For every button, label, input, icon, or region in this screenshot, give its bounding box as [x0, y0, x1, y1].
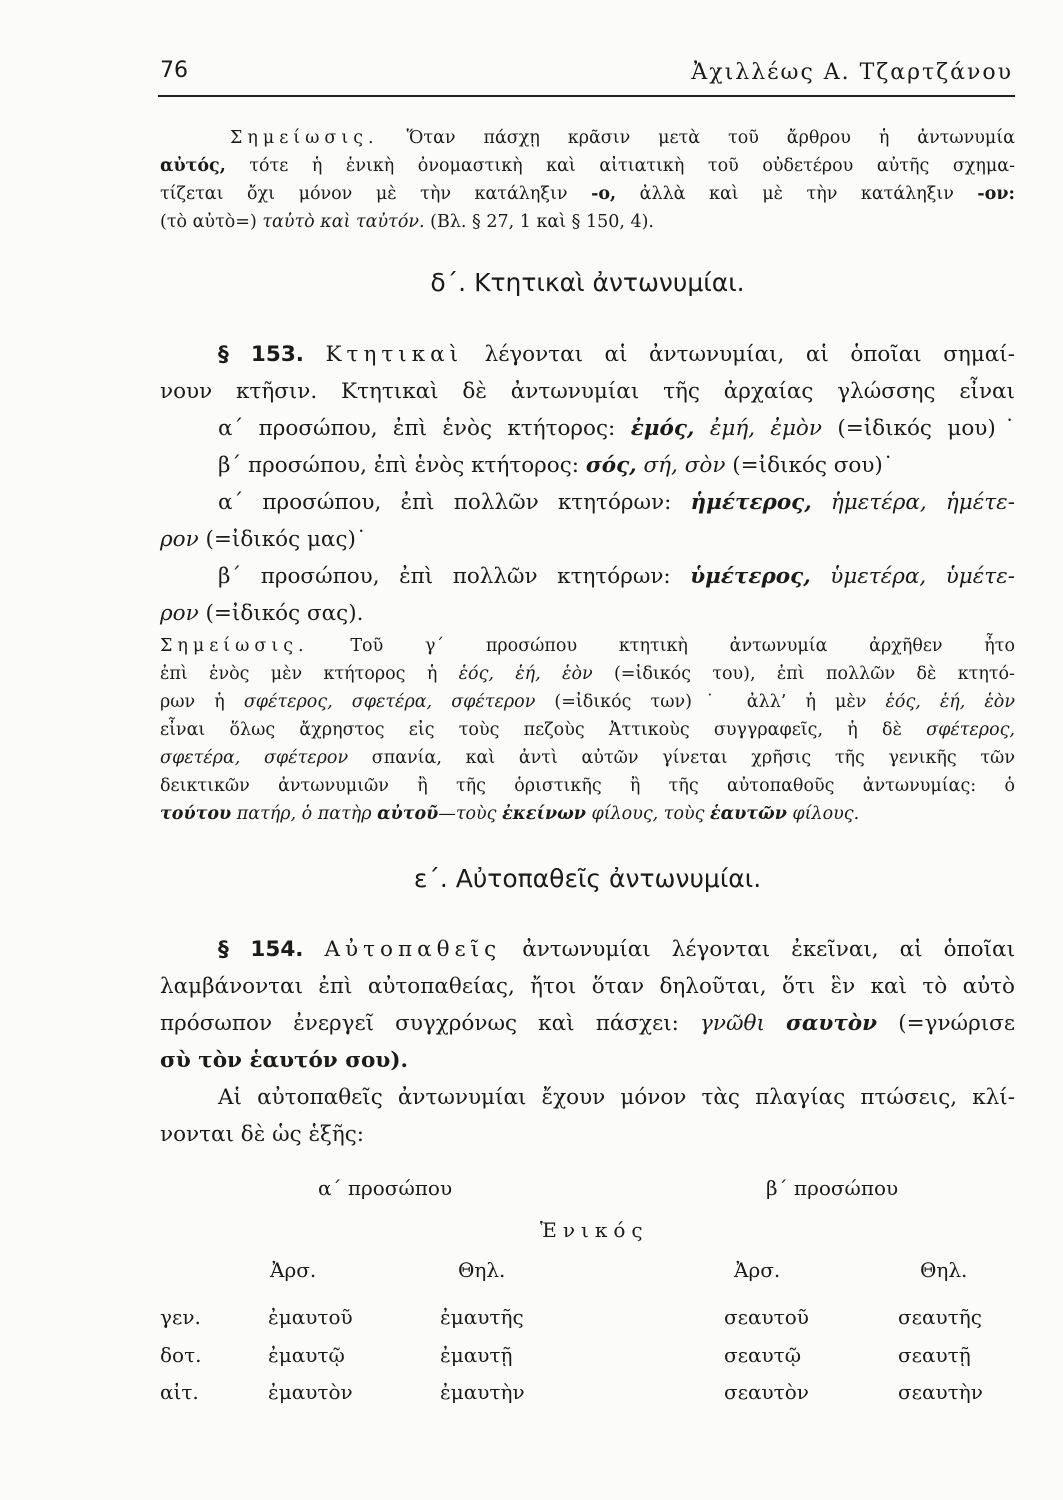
section-heading-possessive: δ΄. Κτητικαὶ ἀντωνυμίαι. [430, 268, 745, 297]
gender-masc-1: Ἀρσ. [270, 1258, 317, 1282]
form-cell: σεαυτὸν [724, 1380, 809, 1404]
gender-masc-2: Ἀρσ. [734, 1258, 781, 1282]
section-number: § 153. [218, 342, 304, 367]
number-label: Ἑνικός [540, 1218, 649, 1242]
page-number: 76 [160, 58, 188, 83]
section-heading-reflexive: ε΄. Αὐτοπαθεῖς ἀντωνυμίαι. [413, 864, 762, 893]
form-cell: ἐμαυτῷ [268, 1343, 345, 1367]
form-cell: σεαυτῆς [898, 1305, 982, 1329]
note-label: Σημείωσις. [160, 636, 309, 656]
form-cell: ἐμαυτῇ [440, 1343, 513, 1367]
gender-fem-2: Θηλ. [920, 1258, 968, 1282]
person-1-label: α΄ προσώπου [318, 1176, 453, 1200]
note-153: Σημείωσις. Τοῦ γ΄ προσώπου κτητικὴ ἀντωνυμία ἀρχῆθεν ἦτο ἐπὶ ἑνὸς μὲν κτήτορος ἡ ἑός, ἑή, ἑὸν (=ἰδικός του), ἐπὶ πολλῶν δὲ κτητό- ρων ἡ σφέτερος, σφετέρα, σφέτερον (=ἰδικός των)˙ ἀλλ’ ἡ μὲν ἑός, ἑή, ἑὸν εἶναι ὅλως ἄχρηστος εἰς τοὺς πεζοὺς Ἀττικοὺς συγγραφεῖς, ἡ δὲ σφέτερος, σφετέρα, σφέτερον σπανία, καὶ ἀντὶ αὐτῶν γίνεται χρῆσις τῆς γενικῆς τῶν δεικτικῶν ἀντωνυμιῶν ἢ τῆς ὁριστικῆς ἢ τῆς αὐτοπαθοῦς ἀντωνυμίας: ὁ τούτου πατήρ, ὁ πατὴρ αὐτοῦ—τοὺς ἐκείνων φίλους, τοὺς ἑαυτῶν φίλους. [160, 636, 1015, 824]
form-cell: σεαυτοῦ [724, 1305, 809, 1329]
paragraph-154: § 154. Αὐτοπαθεῖς ἀντωνυμίαι λέγονται ἐκεῖναι, αἱ ὁποῖαι λαμβάνονται ἐπὶ αὐτοπαθείας, ἤτοι ὅταν δηλοῦται, ὅτι ἓν καὶ τὸ αὐτὸ πρόσωπον ἐνεργεῖ συγχρόνως καὶ πάσχει: γνῶθι σαυτὸν (=γνώρισε σὺ τὸν ἑαυτόν σου). Αἱ αὐτοπαθεῖς ἀντωνυμίαι ἔχουν μόνον τὰς πλαγίας πτώσεις, κλί- νονται δὲ ὡς ἑξῆς: [160, 937, 1015, 1147]
form-cell: σεαυτῷ [724, 1343, 802, 1367]
running-title: Ἀχιλλέως Α. Τζαρτζάνου [691, 60, 1013, 85]
form-cell: ἐμαυτοῦ [268, 1305, 353, 1329]
form-cell: σεαυτῇ [898, 1343, 971, 1367]
form-cell: σεαυτὴν [898, 1380, 983, 1404]
header-rule [158, 95, 1015, 97]
case-label: δοτ. [160, 1343, 202, 1367]
case-label: γεν. [160, 1305, 201, 1329]
gender-fem-1: Θηλ. [458, 1258, 506, 1282]
paragraph-153: § 153. Κτητικαὶ λέγονται αἱ ἀντωνυμίαι, αἱ ὁποῖαι σημαί- νουν κτῆσιν. Κτητικαὶ δὲ ἀντωνυμίαι τῆς ἀρχαίας γλώσσης εἶναι α΄ προσώπου, ἐπὶ ἑνὸς κτήτορος: ἐμός, ἐμή, ἐμὸν (=ἰδικός μου)˙ β΄ προσώπου, ἐπὶ ἑνὸς κτήτορος: σός, σή, σὸν (=ἰδικός σου)˙ α΄ προσώπου, ἐπὶ πολλῶν κτητόρων: ἡμέτερος, ἡμετέρα, ἡμέτε- ρον (=ἰδικός μας)˙ β΄ προσώπου, ἐπὶ πολλῶν κτητόρων: ὑμέτερος, ὑμετέρα, ὑμέτε- ρον (=ἰδικός σας). [160, 342, 1016, 626]
form-cell: ἐμαυτῆς [440, 1305, 524, 1329]
form-cell: ἐμαυτὴν [440, 1380, 525, 1404]
note-label: Σημείωσις. [230, 128, 379, 148]
form-cell: ἐμαυτὸν [268, 1380, 353, 1404]
person-2-label: β΄ προσώπου [766, 1176, 899, 1200]
note-152: Σημείωσις. Ὅταν πάσχῃ κρᾶσιν μετὰ τοῦ ἄρθρου ἡ ἀντωνυμία αὐτός, τότε ἡ ἑνικὴ ὀνομαστικὴ καὶ αἰτιατικὴ τοῦ οὐδετέρου αὐτῆς σχημα- τίζεται ὄχι μόνον μὲ τὴν κατάληξιν -ο, ἀλλὰ καὶ μὲ τὴν κατάληξιν -ον: (τὸ αὐτὸ=) ταὐτὸ καὶ ταὐτόν. (Βλ. § 27, 1 καὶ § 150, 4). [160, 128, 1015, 232]
case-label: αἰτ. [160, 1380, 199, 1404]
section-number: § 154. [218, 937, 304, 962]
